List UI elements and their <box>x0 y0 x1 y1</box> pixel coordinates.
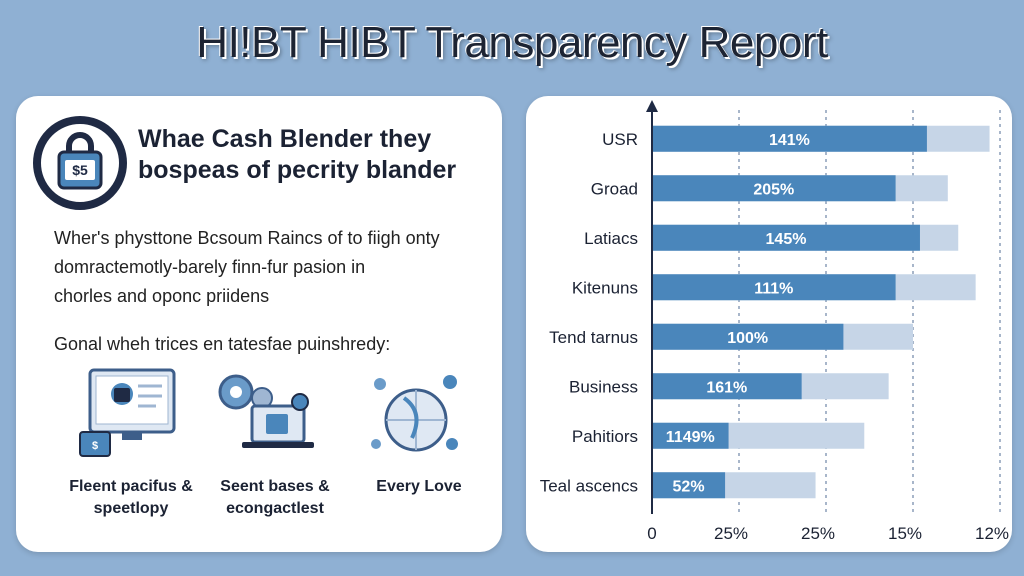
bar-data-label: 161% <box>706 379 748 397</box>
heading-line: bospeas of pecrity blander <box>138 156 457 184</box>
feature-label-line: Fleent pacifus & <box>69 478 193 495</box>
badge-text: $5 <box>72 162 88 178</box>
laptop-monitor-icon <box>76 366 186 471</box>
paragraph-line: chorles and oponc priidens <box>54 286 270 306</box>
feature-label <box>200 476 350 520</box>
globe-gear-icon <box>364 368 464 469</box>
category-label: Pahitiors <box>571 426 638 446</box>
x-tick-label: 12% <box>974 524 1010 543</box>
feature-label <box>344 476 494 498</box>
heading-line: Whae Cash Blender they <box>138 125 432 153</box>
bar-data-label: 141% <box>768 131 810 149</box>
category-label: USR <box>602 129 638 149</box>
category-label: Groad <box>590 179 638 199</box>
category-label: Latiacs <box>584 228 638 248</box>
bar-data-label: 205% <box>753 181 795 199</box>
card-heading <box>138 124 488 186</box>
lock-badge <box>33 116 127 210</box>
bar-data-label: 1149% <box>665 428 715 446</box>
category-label: Business <box>569 377 638 397</box>
chart-card <box>526 96 1012 552</box>
category-label: Kitenuns <box>571 278 638 298</box>
bar-data-label: 52% <box>672 478 705 496</box>
feature-label-line: econgactlest <box>226 500 324 517</box>
paragraph-line: domractemotly-barely finn-fur pasion in <box>54 257 366 277</box>
svg-text:$: $ <box>91 440 99 452</box>
info-card <box>16 96 502 552</box>
page-title: HI!BT HIBT Transparency Report <box>196 18 828 67</box>
goal-text: Gonal wheh trices en tatesfae puinshredy: <box>54 334 391 354</box>
x-tick-label: 15% <box>887 524 923 543</box>
bar-data-label: 100% <box>727 329 769 347</box>
feature-label-line: Every Love <box>376 478 462 495</box>
feature-label-line: speetlopy <box>93 500 169 517</box>
gears-laptop-icon <box>212 370 322 471</box>
x-tick-label: 25% <box>800 524 836 543</box>
bar-data-label: 111% <box>754 280 794 298</box>
bar-data-label: 145% <box>765 230 807 248</box>
category-label: Teal ascencs <box>539 476 638 496</box>
feature-label-line: Seent bases & <box>220 478 330 495</box>
paragraph-line: Wher's physttone Bcsoum Raincs of to fiigh onty <box>54 228 440 248</box>
y-axis-arrow-icon <box>646 100 658 112</box>
padlock-icon <box>41 124 119 202</box>
feature-label <box>56 476 206 520</box>
category-label: Tend tarnus <box>549 327 638 347</box>
x-tick-label: 0 <box>647 524 657 543</box>
bar-chart <box>526 96 1012 552</box>
description-paragraph <box>54 224 484 311</box>
x-tick-label: 25% <box>713 524 749 543</box>
